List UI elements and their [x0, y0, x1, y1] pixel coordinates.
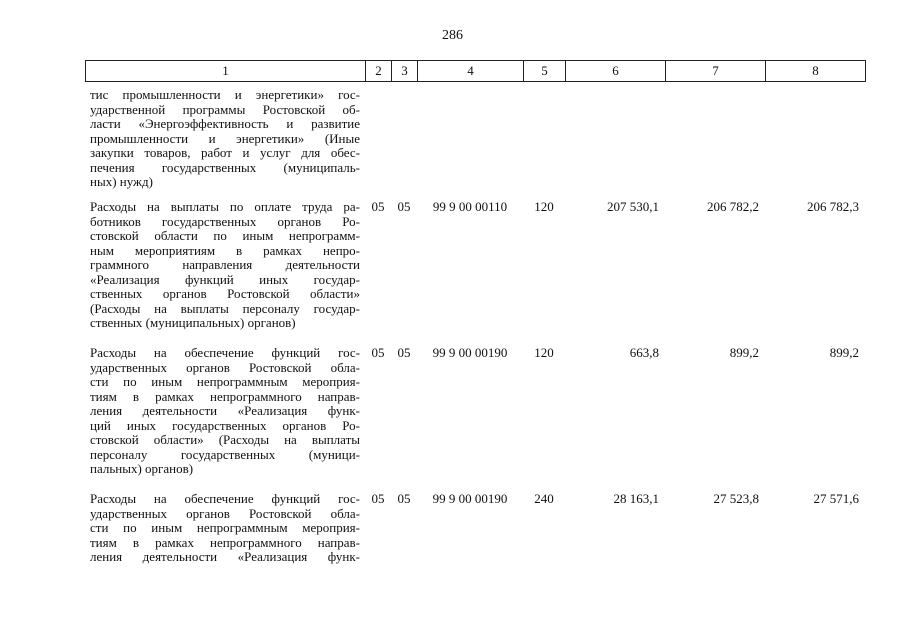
- column-header-8: 8: [766, 61, 866, 82]
- description-line: пальных) органов): [90, 462, 194, 476]
- description-line: ления деятельности «Реализация функ-: [90, 550, 360, 564]
- description-line: печения государственных (муниципаль-: [90, 160, 360, 175]
- description-line: ственных (муниципальных) органов): [90, 316, 296, 330]
- cell-expense-type: 120: [534, 345, 554, 360]
- column-header-7: 7: [666, 61, 766, 82]
- cell-expense-type: 240: [534, 491, 554, 506]
- description-line: персоналу государственных (муници-: [90, 447, 360, 462]
- description-line: ления деятельности «Реализация функ-: [90, 404, 360, 418]
- cell-section: 05: [371, 491, 385, 506]
- cell-amount-6: 28 163,1: [613, 491, 659, 506]
- column-header-table: [85, 60, 866, 82]
- cell-expense-type: 120: [534, 199, 554, 214]
- cell-amount-7: 206 782,2: [707, 199, 759, 214]
- description-line: ботников государственных органов Ро-: [90, 214, 360, 229]
- cell-target-code: 99 9 00 00110: [432, 199, 508, 214]
- description-line: Расходы на обеспечение функций гос-: [90, 492, 360, 506]
- column-header-6: 6: [566, 61, 666, 82]
- cell-subsection: 05: [397, 491, 411, 506]
- cell-target-code: 99 9 00 00190: [432, 491, 508, 506]
- column-header-1: 1: [86, 61, 366, 82]
- cell-section: 05: [371, 199, 385, 214]
- description-line: ственных органов Ростовской области»: [90, 287, 360, 301]
- column-header-3: 3: [392, 61, 418, 82]
- cell-amount-7: 899,2: [729, 345, 759, 360]
- description-line: ций иных государственных органов Ро-: [90, 418, 360, 433]
- cell-subsection: 05: [397, 199, 411, 214]
- description-line: тиям в рамках непрограммного направ-: [90, 535, 360, 550]
- row-description: [90, 346, 360, 477]
- cell-amount-6: 207 530,1: [607, 199, 659, 214]
- description-line: сти по иным непрограммным мероприя-: [90, 375, 360, 389]
- cell-target-code: 99 9 00 00190: [432, 345, 508, 360]
- description-line: сти по иным непрограммным мероприя-: [90, 521, 360, 535]
- column-header-row: [86, 61, 866, 82]
- cell-section: 05: [371, 345, 385, 360]
- row-description: [90, 88, 360, 190]
- description-line: ударственных органов Ростовской обла-: [90, 506, 360, 521]
- description-line: стовской области» (Расходы на выплаты: [90, 433, 360, 447]
- description-line: (Расходы на выплаты персоналу государ-: [90, 301, 360, 316]
- cell-amount-8: 27 571,6: [813, 491, 859, 506]
- page-number: 286: [442, 28, 463, 43]
- cell-amount-8: 206 782,3: [807, 199, 859, 214]
- row-description: [90, 200, 360, 331]
- description-line: ударственных органов Ростовской обла-: [90, 360, 360, 375]
- cell-amount-7: 27 523,8: [713, 491, 759, 506]
- row-description: [90, 492, 360, 565]
- description-line: промышленности и энергетики» (Иные: [90, 131, 360, 146]
- description-line: Расходы на обеспечение функций гос-: [90, 346, 360, 360]
- description-line: «Реализация функций иных государ-: [90, 272, 360, 287]
- description-line: закупки товаров, работ и услуг для обес-: [90, 146, 360, 160]
- column-header-2: 2: [366, 61, 392, 82]
- cell-amount-8: 899,2: [829, 345, 859, 360]
- description-line: тиям в рамках непрограммного направ-: [90, 389, 360, 404]
- column-header-5: 5: [524, 61, 566, 82]
- description-line: ударственной программы Ростовской об-: [90, 102, 360, 117]
- column-header-4: 4: [418, 61, 524, 82]
- description-line: стовской области по иным непрограмм-: [90, 229, 360, 243]
- description-line: граммного направления деятельности: [90, 258, 360, 272]
- description-line: тис промышленности и энергетики» гос-: [90, 88, 360, 102]
- description-line: Расходы на выплаты по оплате труда ра-: [90, 200, 360, 214]
- description-line: ных) нужд): [90, 175, 153, 189]
- cell-amount-6: 663,8: [629, 345, 659, 360]
- cell-subsection: 05: [397, 345, 411, 360]
- description-line: ным мероприятиям в рамках непро-: [90, 243, 360, 258]
- description-line: ласти «Энергоэффективность и развитие: [90, 117, 360, 131]
